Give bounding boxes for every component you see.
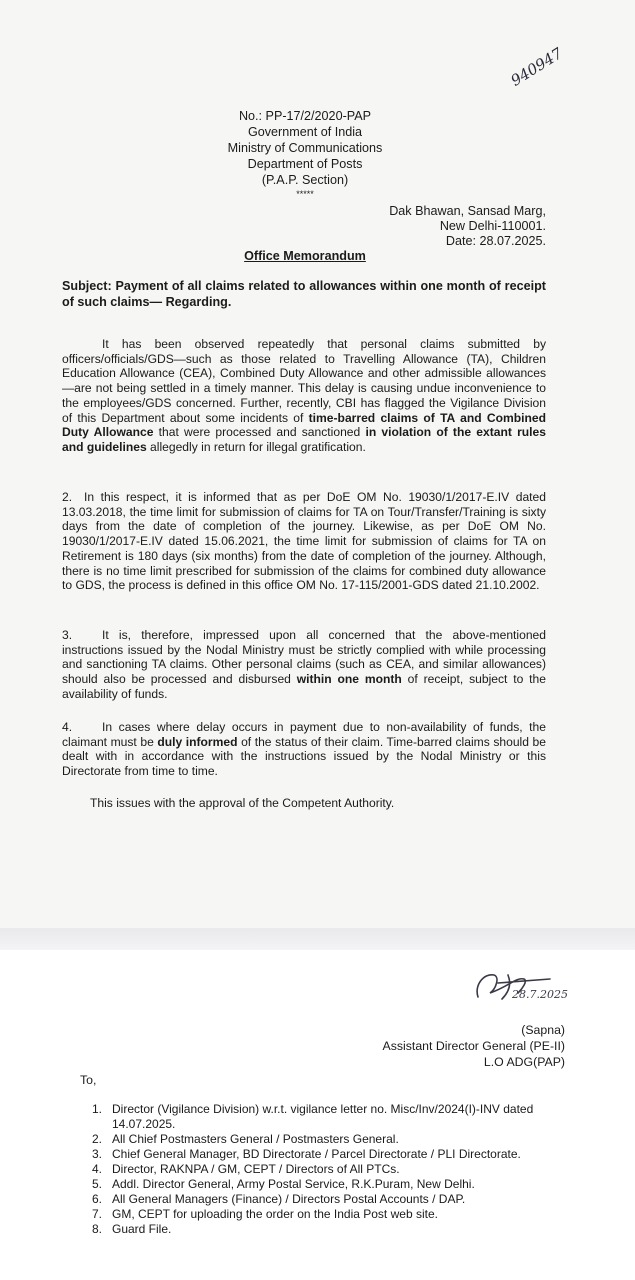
memo-title: Office Memorandum	[244, 249, 366, 263]
address-line-2: New Delhi-110001.	[439, 219, 546, 233]
page-separator	[0, 928, 635, 950]
signature-date: 28.7.2025	[512, 988, 568, 1001]
list-item: 2. All Chief Postmasters General / Postmasters General.	[92, 1132, 399, 1146]
stars-divider: *****	[296, 189, 314, 199]
to-label: To,	[80, 1073, 97, 1087]
section-line: (P.A.P. Section)	[261, 173, 349, 187]
paragraph-1: It has been observed repeatedly that personal claims submitted by officers/officials/GDS—such as those related to Travelling Allowance (TA), Children Education Allowance (CEA), Combined Duty Allowance and other admissible allowances—are not being settled in a timely manner. This delay is causing undue inconvenience to the employees/GDS concerned. Further, recently, CBI has flagged the Vigilance Division of this Department about some incidents of time-barred claims of TA and Combined Duty Allowance that were processed and sanctioned in violation of the extant rules and guidelines allegedly in return for illegal gratification.	[62, 337, 547, 454]
ministry-line: Ministry of Communications	[227, 141, 383, 155]
paragraph-3: 3. It is, therefore, impressed upon all concerned that the above-mentioned instructions issued by the Nodal Ministry must be strictly complied with while processing and sanctioning TA claims. Other personal claims (such as CEA, and similar allowances) should also be processed and disbursed within one month of receipt, subject to the availability of funds.	[62, 628, 546, 701]
paragraph-4: 4. In cases where delay occurs in payment due to non-availability of funds, the claimant must be duly informed of the status of their claim. Time-barred claims should be dealt with in accordance with the instructions issued by the Nodal Ministry or this Directorate from time to time.	[62, 720, 546, 779]
department-line: Department of Posts	[247, 157, 363, 171]
approval-line: This issues with the approval of the Competent Authority.	[90, 796, 395, 810]
list-item: 1. Director (Vigilance Division) w.r.t. vigilance letter no. Misc/Inv/2024(I)-INV dated 14.07.2025.	[92, 1102, 534, 1131]
subject-line: Subject: Payment of all claims related to allowances within one month of receipt of such claims— Regarding.	[62, 279, 546, 309]
address-line-1: Dak Bhawan, Sansad Marg,	[389, 204, 546, 218]
list-item: 8. Guard File.	[92, 1222, 172, 1236]
list-item: 5. Addl. Director General, Army Postal Service, R.K.Puram, New Delhi.	[92, 1177, 475, 1191]
list-item: 4. Director, RAKNPA / GM, CEPT / Directors of All PTCs.	[92, 1162, 400, 1176]
paragraph-2: 2. In this respect, it is informed that as per DoE OM No. 19030/1/2017-E.IV dated 13.03.2018, the time limit for submission of claims for TA on Tour/Transfer/Training is sixty days from the date of completion of the journey. Likewise, as per DoE OM No. 19030/1/2017-E.IV dated 15.06.2021, the time limit for submission of claims for TA on Retirement is 180 days (six months) from the date of completion of the journey. Although, there is no time limit prescribed for submission of the claims for combined duty allowance to GDS, the process is defined in this office OM No. 17-115/2001-GDS dated 21.10.2002.	[62, 490, 546, 593]
govt-line: Government of India	[247, 125, 363, 139]
signatory-office: L.O ADG(PAP)	[483, 1055, 565, 1069]
file-number: No.: PP-17/2/2020-PAP	[238, 109, 372, 123]
handwritten-number: 940947	[507, 44, 566, 90]
list-item: 3. Chief General Manager, BD Directorate / Parcel Directorate / PLI Directorate.	[92, 1147, 521, 1161]
list-item: 6. All General Managers (Finance) / Directors Postal Accounts / DAP.	[92, 1192, 466, 1206]
distribution-list	[92, 1102, 592, 1237]
signatory-designation: Assistant Director General (PE-II)	[382, 1039, 565, 1053]
memo-date: Date: 28.07.2025.	[445, 234, 546, 248]
signatory-name: (Sapna)	[521, 1023, 565, 1037]
list-item: 7. GM, CEPT for uploading the order on the India Post web site.	[92, 1207, 438, 1221]
